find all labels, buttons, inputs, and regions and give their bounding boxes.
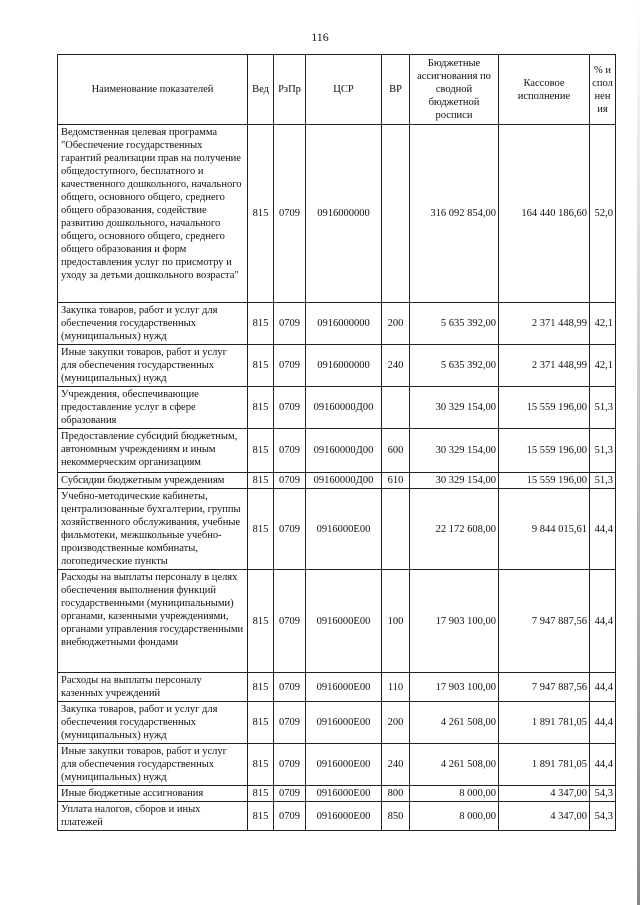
cell-pct: 51,3: [590, 429, 616, 473]
cell-ved: 815: [248, 570, 274, 673]
cell-rzpr: 0709: [274, 702, 306, 744]
cell-rzpr: 0709: [274, 786, 306, 802]
cell-pct: 51,3: [590, 473, 616, 489]
cell-ved: 815: [248, 387, 274, 429]
budget-table: [57, 54, 616, 831]
cell-name: Иные бюджетные ассигнования: [58, 786, 248, 802]
table-body: [58, 125, 616, 831]
table-row: [58, 125, 616, 303]
cell-budget: 22 172 608,00: [410, 489, 499, 570]
cell-pct: 42,1: [590, 303, 616, 345]
cell-name: Учреждения, обеспечивающие предоставление услуг в сфере образования: [58, 387, 248, 429]
cell-pct: 52,0: [590, 125, 616, 303]
cell-csr: 0916000Е00: [306, 802, 382, 831]
cell-ved: 815: [248, 473, 274, 489]
cell-budget: 4 261 508,00: [410, 744, 499, 786]
cell-pct: 44,4: [590, 489, 616, 570]
cell-ved: 815: [248, 125, 274, 303]
cell-csr: 0916000Е00: [306, 744, 382, 786]
cell-cash: 15 559 196,00: [499, 429, 590, 473]
table-row: [58, 489, 616, 570]
cell-name: Иные закупки товаров, работ и услуг для обеспечения государственных (муниципальных) нужд: [58, 744, 248, 786]
cell-vr: 200: [382, 303, 410, 345]
header-name: Наименование показателей: [58, 55, 248, 125]
table-row: [58, 702, 616, 744]
cell-cash: 15 559 196,00: [499, 473, 590, 489]
table-row: [58, 570, 616, 673]
table-row: [58, 473, 616, 489]
cell-ved: 815: [248, 673, 274, 702]
cell-csr: 0916000Е00: [306, 489, 382, 570]
cell-rzpr: 0709: [274, 744, 306, 786]
cell-name: Предоставление субсидий бюджетным, автономным учреждениям и иным некоммерческим организациям: [58, 429, 248, 473]
cell-vr: [382, 387, 410, 429]
cell-ved: 815: [248, 345, 274, 387]
cell-cash: 1 891 781,05: [499, 702, 590, 744]
cell-ved: 815: [248, 744, 274, 786]
cell-ved: 815: [248, 429, 274, 473]
cell-pct: 42,1: [590, 345, 616, 387]
cell-cash: 2 371 448,99: [499, 345, 590, 387]
cell-name: Закупка товаров, работ и услуг для обеспечения государственных (муниципальных) нужд: [58, 702, 248, 744]
cell-cash: 15 559 196,00: [499, 387, 590, 429]
cell-budget: 30 329 154,00: [410, 387, 499, 429]
table-row: [58, 345, 616, 387]
cell-rzpr: 0709: [274, 673, 306, 702]
header-row: [58, 55, 616, 125]
cell-budget: 30 329 154,00: [410, 473, 499, 489]
table-row: [58, 744, 616, 786]
cell-csr: 09160000Д00: [306, 429, 382, 473]
cell-name: Ведомственная целевая программа "Обеспечение государственных гарантий реализации прав на получение общедоступного, бесплатного и качественного дошкольного, начального общего, основного общего, среднего общего образования, содействие развитию дошкольного, начального общего, основного общего, среднего общего образования и форм предоставления услуг по присмотру и уходу за детьми дошкольного возраста": [58, 125, 248, 303]
cell-csr: 0916000000: [306, 125, 382, 303]
cell-name: Субсидии бюджетным учреждениям: [58, 473, 248, 489]
cell-cash: 4 347,00: [499, 802, 590, 831]
cell-csr: 0916000000: [306, 345, 382, 387]
cell-pct: 51,3: [590, 387, 616, 429]
cell-vr: 110: [382, 673, 410, 702]
table-row: [58, 802, 616, 831]
cell-vr: 240: [382, 345, 410, 387]
header-cash: Кассовое исполнение: [499, 55, 590, 125]
cell-ved: 815: [248, 802, 274, 831]
cell-csr: 0916000Е00: [306, 702, 382, 744]
cell-rzpr: 0709: [274, 473, 306, 489]
header-vr: ВР: [382, 55, 410, 125]
cell-name: Учебно-методические кабинеты, централизованные бухгалтерии, группы хозяйственного обслуживания, учебные фильмотеки, межшкольные учебно-производственные комбинаты, логопедические пункты: [58, 489, 248, 570]
header-pct: % исполнения: [590, 55, 616, 125]
cell-name: Иные закупки товаров, работ и услуг для обеспечения государственных (муниципальных) нужд: [58, 345, 248, 387]
cell-vr: [382, 489, 410, 570]
cell-pct: 44,4: [590, 702, 616, 744]
cell-budget: 4 261 508,00: [410, 702, 499, 744]
cell-pct: 44,4: [590, 673, 616, 702]
cell-vr: 610: [382, 473, 410, 489]
cell-rzpr: 0709: [274, 125, 306, 303]
cell-vr: 800: [382, 786, 410, 802]
cell-cash: 7 947 887,56: [499, 570, 590, 673]
page-number: 116: [311, 30, 329, 44]
cell-csr: 09160000Д00: [306, 387, 382, 429]
cell-pct: 54,3: [590, 802, 616, 831]
cell-vr: [382, 125, 410, 303]
cell-cash: 1 891 781,05: [499, 744, 590, 786]
table-row: [58, 429, 616, 473]
cell-pct: 44,4: [590, 744, 616, 786]
cell-budget: 8 000,00: [410, 802, 499, 831]
cell-ved: 815: [248, 702, 274, 744]
cell-rzpr: 0709: [274, 802, 306, 831]
header-rzpr: РзПр: [274, 55, 306, 125]
cell-pct: 44,4: [590, 570, 616, 673]
cell-rzpr: 0709: [274, 489, 306, 570]
cell-budget: 17 903 100,00: [410, 673, 499, 702]
cell-name: Уплата налогов, сборов и иных платежей: [58, 802, 248, 831]
cell-budget: 17 903 100,00: [410, 570, 499, 673]
cell-name: Закупка товаров, работ и услуг для обеспечения государственных (муниципальных) нужд: [58, 303, 248, 345]
cell-pct: 54,3: [590, 786, 616, 802]
cell-ved: 815: [248, 489, 274, 570]
cell-name: Расходы на выплаты персоналу в целях обеспечения выполнения функций государственными (муниципальными) органами, казенными учреждениями, органами управления государственными внебюджетными фондами: [58, 570, 248, 673]
cell-ved: 815: [248, 786, 274, 802]
cell-cash: 2 371 448,99: [499, 303, 590, 345]
cell-budget: 5 635 392,00: [410, 345, 499, 387]
header-ved: Вед: [248, 55, 274, 125]
table-row: [58, 387, 616, 429]
cell-csr: 0916000Е00: [306, 673, 382, 702]
cell-rzpr: 0709: [274, 570, 306, 673]
cell-cash: 164 440 186,60: [499, 125, 590, 303]
cell-vr: 100: [382, 570, 410, 673]
cell-budget: 5 635 392,00: [410, 303, 499, 345]
cell-vr: 850: [382, 802, 410, 831]
header-budget: Бюджетные ассигнования по сводной бюджетной росписи: [410, 55, 499, 125]
cell-cash: 9 844 015,61: [499, 489, 590, 570]
cell-csr: 09160000Д00: [306, 473, 382, 489]
cell-csr: 0916000Е00: [306, 570, 382, 673]
cell-vr: 200: [382, 702, 410, 744]
table-row: [58, 673, 616, 702]
cell-budget: 8 000,00: [410, 786, 499, 802]
table-row: [58, 786, 616, 802]
cell-rzpr: 0709: [274, 345, 306, 387]
cell-cash: 4 347,00: [499, 786, 590, 802]
cell-ved: 815: [248, 303, 274, 345]
header-csr: ЦСР: [306, 55, 382, 125]
cell-vr: 600: [382, 429, 410, 473]
cell-rzpr: 0709: [274, 429, 306, 473]
table-row: [58, 303, 616, 345]
cell-cash: 7 947 887,56: [499, 673, 590, 702]
cell-csr: 0916000Е00: [306, 786, 382, 802]
cell-csr: 0916000000: [306, 303, 382, 345]
cell-budget: 316 092 854,00: [410, 125, 499, 303]
cell-budget: 30 329 154,00: [410, 429, 499, 473]
cell-name: Расходы на выплаты персоналу казенных учреждений: [58, 673, 248, 702]
cell-rzpr: 0709: [274, 387, 306, 429]
cell-vr: 240: [382, 744, 410, 786]
cell-rzpr: 0709: [274, 303, 306, 345]
